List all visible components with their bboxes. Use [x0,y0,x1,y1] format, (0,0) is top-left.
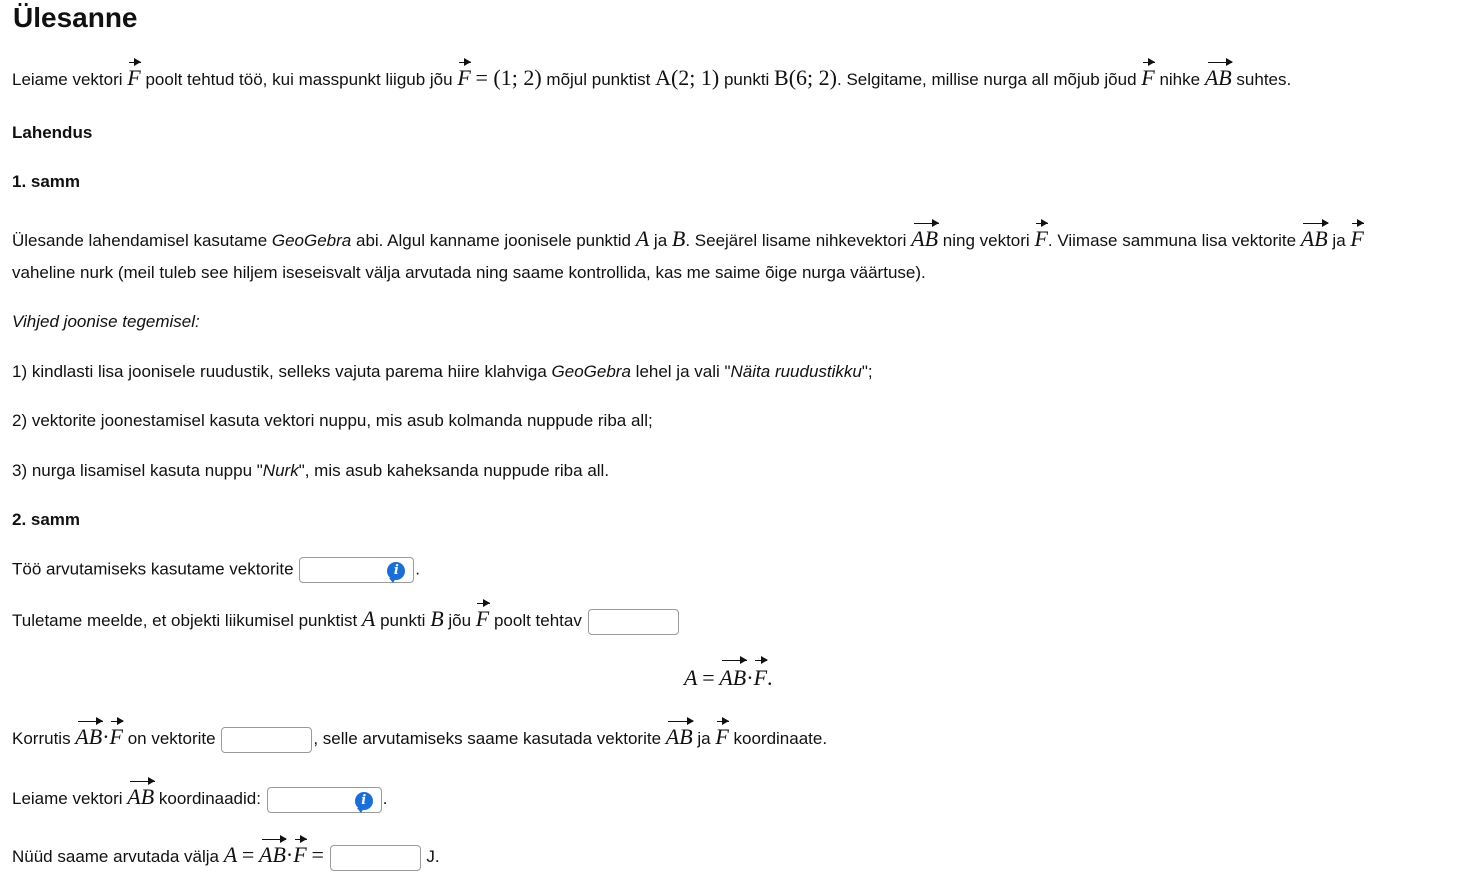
vector-AB: AB [1204,65,1232,90]
formula-work: A = AB·F. [684,665,773,690]
step2-sentence-4: Leiame vektori AB koordinaadid: i . [12,786,387,813]
step2-sentence-5: Nüüd saame arvutada välja A = AB·F = J. [12,844,440,871]
answer-input-5[interactable] [330,845,421,871]
point-B: B(6; 2) [774,65,837,90]
vector-F: F [127,65,141,90]
vector-F: F [457,65,471,90]
step2-heading: 2. samm [12,510,81,529]
answer-input-4[interactable] [267,787,382,813]
answer-input-2[interactable] [588,609,679,635]
solution-heading: Lahendus [12,123,93,142]
step2-sentence-1: Töö arvutamiseks kasutame vektorite i . [12,557,420,583]
answer-dropdown-1[interactable] [299,557,414,583]
hints-label: Vihjed joonise tegemisel: [12,312,200,331]
step1-paragraph-cont: vaheline nurk (meil tuleb see hiljem iseseisvalt välja arvutada ning saame kontrollida, kas me saime õige nurga väärtuse). [12,263,926,282]
point-A: A(2; 1) [655,65,720,90]
hint-2: 2) vektorite joonestamisel kasuta vektori nuppu, mis asub kolmanda nuppude riba all; [12,411,653,430]
step2-sentence-2: Tuletame meelde, et objekti liikumisel punktist A punkti B jõu F poolt tehtav [12,608,680,635]
hint-1: 1) kindlasti lisa joonisele ruudustik, selleks vajuta parema hiire klahviga GeoGebra lehel ja vali "Näita ruudustikku"; [12,362,873,381]
task-text: Leiame vektori F poolt tehtud töö, kui masspunkt liigub jõu F = (1; 2) mõjul punktist A(2; 1) punkti B(6; 2). Selgitame, millise nurga all mõjub jõud F nihke AB suhtes. [12,65,1292,90]
step1-heading: 1. samm [12,172,81,191]
answer-input-3[interactable] [221,727,312,753]
info-icon[interactable]: i [355,792,373,810]
step1-paragraph: Ülesande lahendamisel kasutame GeoGebra abi. Algul kanname joonisele punktid A ja B. Seejärel lisame nihkevektori AB ning vektori F. Viimase sammuna lisa vektorite AB ja F [12,226,1364,251]
info-icon[interactable]: i [387,562,405,580]
step2-sentence-3: Korrutis AB·F on vektorite , selle arvutamiseks saame kasutada vektorite AB ja F koordinaate. [12,726,827,753]
page-title: Ülesanne [13,2,138,33]
hint-3: 3) nurga lisamisel kasuta nuppu "Nurk", mis asub kaheksanda nuppude riba all. [12,461,610,480]
